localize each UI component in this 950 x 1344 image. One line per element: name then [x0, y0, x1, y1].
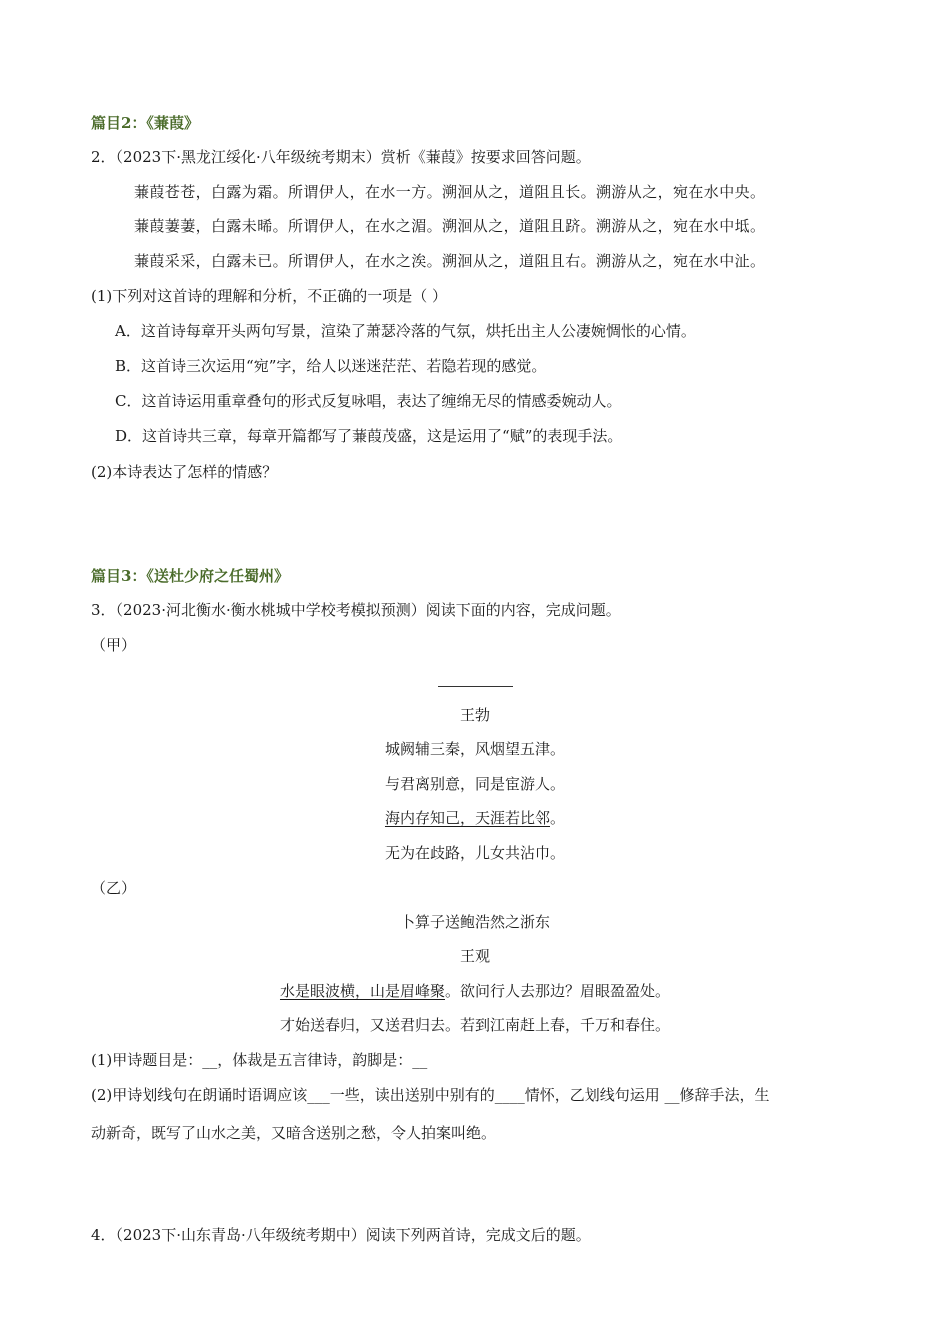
label-jia: （甲） — [91, 636, 137, 654]
poem-line-3: 蒹葭采采，白露未已。所谓伊人，在水之涘。溯洄从之，道阻且右。溯游从之，宛在水中沚。 — [134, 252, 766, 270]
option-a: A．这首诗每章开头两句写景，渲染了萧瑟冷落的气氛，烘托出主人公凄婉惆怅的心情。 — [115, 322, 696, 340]
sub-question-3-2-line-1: (2)甲诗划线句在朗诵时语调应该___一些，读出送别中别有的____情怀，乙划线句运用 __修辞手法，生 — [91, 1086, 770, 1104]
yi-line-1-tail: 。欲问行人去那边？眉眼盈盈处。 — [445, 982, 671, 1000]
title-blank-line — [438, 686, 513, 687]
question-3-line — [91, 600, 621, 620]
yi-line-2: 才始送春归，又送君归去。若到江南赶上春，千万和春住。 — [279, 1016, 670, 1034]
question-2-line — [91, 147, 591, 167]
label-yi: （乙） — [91, 879, 137, 897]
jia-author: 王勃 — [459, 706, 490, 724]
section-heading-3: 篇目3：《送杜少府之任蜀州》 — [91, 567, 289, 585]
sub-question-1: (1)下列对这首诗的理解和分析，不正确的一项是（ ） — [91, 287, 448, 305]
jia-line-3-tail: 。 — [550, 809, 566, 827]
option-c: C．这首诗运用重章叠句的形式反复咏唱，表达了缠绵无尽的情感委婉动人。 — [115, 392, 622, 410]
question-number: 2． — [91, 148, 116, 166]
jia-line-3 — [0, 808, 950, 828]
sub-question-3-1: (1)甲诗题目是：__，体裁是五言律诗，韵脚是：__ — [91, 1051, 428, 1069]
jia-line-1: 城阙辅三秦，风烟望五津。 — [384, 740, 565, 758]
option-b: B．这首诗三次运用“宛”字，给人以迷迷茫茫、若隐若现的感觉。 — [115, 357, 547, 375]
question-source: （2023下·黑龙江绥化·八年级统考期末）赏析《蒹葭》按要求回答问题。 — [115, 148, 591, 166]
question-source: （2023下·山东青岛·八年级统考期中）阅读下列两首诗，完成文后的题。 — [115, 1226, 591, 1244]
question-4-line — [91, 1225, 591, 1245]
question-source: （2023·河北衡水·衡水桃城中学校考模拟预测）阅读下面的内容，完成问题。 — [115, 601, 621, 619]
question-number: 4． — [91, 1226, 116, 1244]
jia-underlined-sentence: 海内存知己，天涯若比邻 — [384, 809, 550, 827]
jia-line-4: 无为在歧路，儿女共沾巾。 — [384, 844, 565, 862]
option-d: D．这首诗共三章，每章开篇都写了蒹葭茂盛，这是运用了“赋”的表现手法。 — [115, 427, 623, 445]
sub-question-2: (2)本诗表达了怎样的情感？ — [91, 463, 278, 481]
yi-author: 王观 — [459, 947, 490, 965]
yi-title: 卜算子送鲍浩然之浙东 — [399, 913, 550, 931]
section-heading-2: 篇目2：《蒹葭》 — [91, 114, 199, 132]
jia-line-2: 与君离别意，同是宦游人。 — [384, 775, 565, 793]
yi-underlined-sentence: 水是眼波横，山是眉峰聚 — [279, 982, 445, 1000]
poem-line-2: 蒹葭萋萋，白露未晞。所谓伊人，在水之湄。溯洄从之，道阻且跻。溯游从之，宛在水中坻。 — [134, 217, 766, 235]
poem-line-1: 蒹葭苍苍，白露为霜。所谓伊人，在水一方。溯洄从之，道阻且长。溯游从之，宛在水中央。 — [134, 183, 766, 201]
yi-line-1 — [0, 981, 950, 1001]
question-number: 3． — [91, 601, 116, 619]
sub-question-3-2-line-2: 动新奇，既写了山水之美，又暗含送别之愁，令人拍案叫绝。 — [91, 1124, 497, 1142]
